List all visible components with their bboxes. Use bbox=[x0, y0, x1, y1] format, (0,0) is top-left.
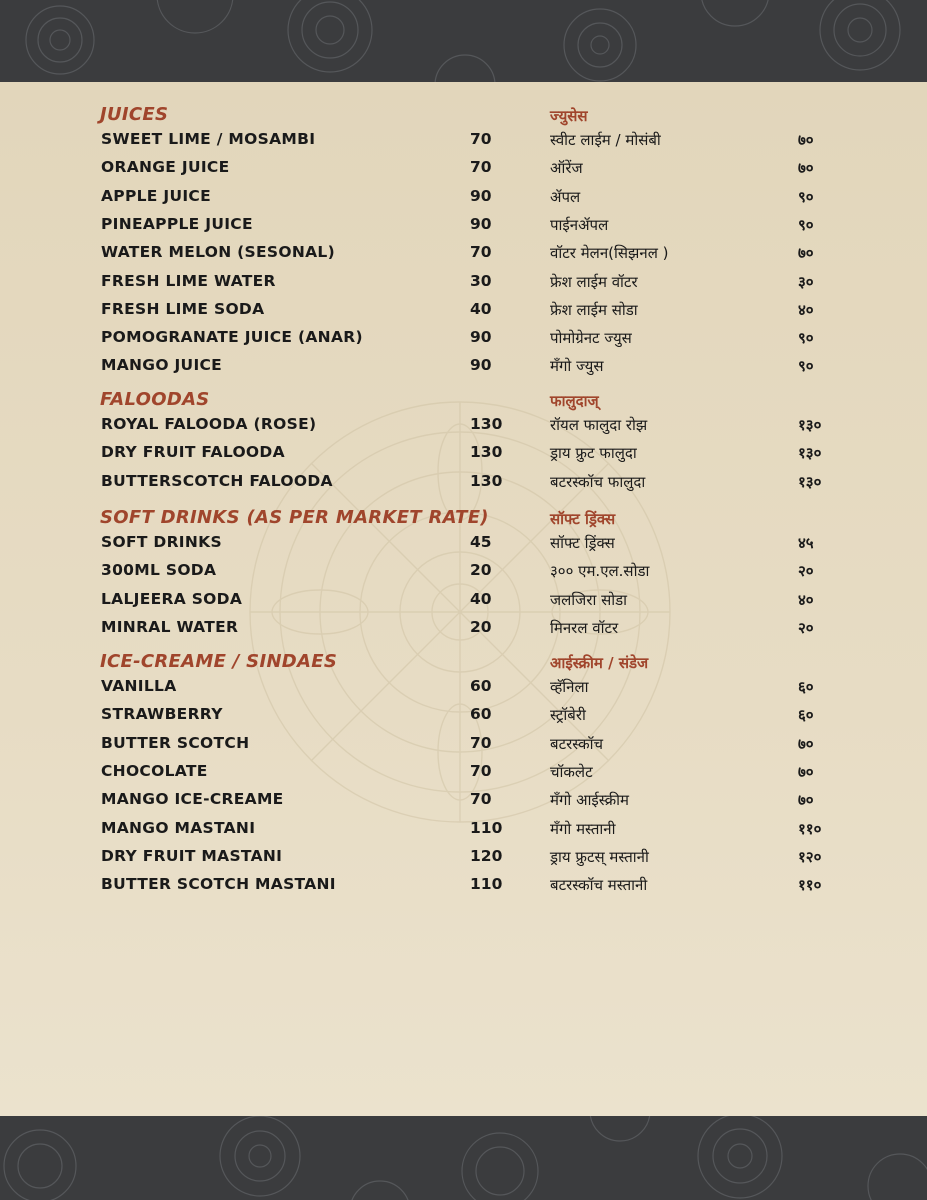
item-name-marathi: स्वीट लाईम / मोसंबी bbox=[550, 131, 661, 149]
menu-item-row bbox=[0, 130, 927, 158]
item-name-marathi: बटरस्कॉच bbox=[550, 734, 604, 753]
item-price: 70 bbox=[470, 733, 492, 752]
item-name-marathi: फ्रेश लाईम वॉटर bbox=[550, 272, 638, 291]
item-price: 110 bbox=[470, 818, 503, 837]
item-name-english: DRY FRUIT FALOODA bbox=[101, 443, 285, 462]
item-price-marathi: ४५ bbox=[798, 534, 814, 552]
section-title-marathi: आईस्क्रीम / संडेज bbox=[550, 654, 649, 672]
item-name-marathi: पोमोग्रेनट ज्युस bbox=[550, 329, 632, 348]
menu-item-row bbox=[0, 590, 927, 618]
item-price: 20 bbox=[470, 561, 492, 580]
menu-item-row bbox=[0, 875, 927, 903]
menu-item-row bbox=[0, 243, 927, 271]
menu-item-row bbox=[0, 790, 927, 818]
menu-item-row bbox=[0, 272, 927, 300]
item-price: 70 bbox=[470, 158, 492, 177]
item-name-english: SOFT DRINKS bbox=[101, 533, 222, 551]
menu-item-row bbox=[0, 533, 927, 561]
item-price-marathi: २० bbox=[798, 618, 814, 637]
item-name-marathi: ३०० एम.एल.सोडा bbox=[550, 562, 650, 581]
menu-item-row bbox=[0, 443, 927, 471]
item-price-marathi: ७० bbox=[798, 244, 814, 263]
item-price-marathi: १३० bbox=[798, 444, 822, 463]
item-price: 120 bbox=[470, 846, 503, 865]
item-price: 90 bbox=[470, 328, 492, 347]
item-name-marathi: बटरस्कॉच मस्तानी bbox=[550, 876, 648, 895]
item-name-english: DRY FRUIT MASTANI bbox=[101, 846, 283, 865]
item-price: 30 bbox=[470, 271, 492, 290]
item-price-marathi: १३० bbox=[798, 472, 822, 491]
item-price: 70 bbox=[470, 130, 492, 148]
item-name-english: POMOGRANATE JUICE (ANAR) bbox=[101, 328, 363, 347]
item-name-marathi: फ्रेश लाईम सोडा bbox=[550, 300, 638, 319]
item-price: 130 bbox=[470, 415, 503, 433]
item-name-english: LALJEERA SODA bbox=[101, 589, 243, 608]
menu-item-row bbox=[0, 328, 927, 356]
item-name-english: CHOCOLATE bbox=[101, 761, 208, 780]
item-price: 90 bbox=[470, 356, 492, 375]
item-name-english: BUTTER SCOTCH MASTANI bbox=[101, 875, 336, 894]
item-name-english: MANGO ICE-CREAME bbox=[101, 790, 284, 809]
item-name-marathi: वॉटर मेलन(सिझनल ) bbox=[550, 244, 669, 263]
item-price-marathi: ७० bbox=[798, 734, 814, 753]
section-title-english: ICE-CREAME / SINDAES bbox=[100, 651, 338, 672]
item-name-marathi: रॉयल फालुदा रोझ bbox=[550, 416, 648, 434]
item-price-marathi: ७० bbox=[798, 159, 814, 178]
menu-item-row bbox=[0, 472, 927, 500]
menu-item-row bbox=[0, 561, 927, 589]
item-name-marathi: व्हॅनिला bbox=[550, 678, 589, 696]
item-name-english: STRAWBERRY bbox=[101, 705, 223, 724]
menu-item-row bbox=[0, 300, 927, 328]
item-price-marathi: ११० bbox=[798, 819, 822, 838]
menu-item-row bbox=[0, 677, 927, 705]
item-name-marathi: जलजिरा सोडा bbox=[550, 590, 628, 609]
item-price: 70 bbox=[470, 243, 492, 262]
item-price-marathi: ४० bbox=[798, 590, 814, 609]
item-price: 130 bbox=[470, 471, 503, 490]
item-price-marathi: ७० bbox=[798, 762, 814, 781]
item-price: 60 bbox=[470, 677, 492, 695]
item-price: 40 bbox=[470, 589, 492, 608]
item-name-marathi: ऑरेंज bbox=[550, 159, 583, 178]
item-price-marathi: ९० bbox=[798, 329, 814, 348]
item-price-marathi: ६० bbox=[798, 678, 814, 696]
item-name-english: BUTTER SCOTCH bbox=[101, 733, 250, 752]
item-name-english: SWEET LIME / MOSAMBI bbox=[101, 130, 316, 148]
section-title-english: FALOODAS bbox=[100, 389, 210, 410]
item-price: 70 bbox=[470, 790, 492, 809]
menu-item-row bbox=[0, 734, 927, 762]
item-name-english: MANGO MASTANI bbox=[101, 818, 256, 837]
item-price: 40 bbox=[470, 299, 492, 318]
item-name-english: WATER MELON (SESONAL) bbox=[101, 243, 335, 262]
item-price-marathi: ७० bbox=[798, 131, 814, 149]
item-price-marathi: १३० bbox=[798, 416, 822, 434]
item-price: 60 bbox=[470, 705, 492, 724]
item-name-english: MANGO JUICE bbox=[101, 356, 223, 375]
item-price-marathi: २० bbox=[798, 562, 814, 581]
item-price-marathi: ३० bbox=[798, 272, 814, 291]
item-name-marathi: मॅंगो ज्युस bbox=[550, 357, 604, 376]
item-price-marathi: ७० bbox=[798, 791, 814, 810]
item-name-english: BUTTERSCOTCH FALOODA bbox=[101, 471, 333, 490]
section-title-marathi: ज्युसेस bbox=[550, 107, 588, 125]
item-price: 90 bbox=[470, 186, 492, 205]
item-price: 90 bbox=[470, 214, 492, 233]
item-price-marathi: ४० bbox=[798, 300, 814, 319]
item-price: 130 bbox=[470, 443, 503, 462]
item-price-marathi: ९० bbox=[798, 215, 814, 234]
item-name-english: APPLE JUICE bbox=[101, 186, 211, 205]
menu-item-row bbox=[0, 819, 927, 847]
item-price: 45 bbox=[470, 533, 492, 551]
item-price: 110 bbox=[470, 875, 503, 894]
item-name-marathi: स्ट्रॉबेरी bbox=[550, 706, 586, 725]
item-price-marathi: ११० bbox=[798, 876, 822, 895]
menu-item-row bbox=[0, 705, 927, 733]
item-price-marathi: ९० bbox=[798, 357, 814, 376]
item-price: 70 bbox=[470, 761, 492, 780]
item-name-english: VANILLA bbox=[101, 677, 177, 695]
item-price: 20 bbox=[470, 617, 492, 636]
item-price-marathi: ९० bbox=[798, 187, 814, 206]
item-name-english: FRESH LIME SODA bbox=[101, 299, 265, 318]
menu-item-row bbox=[0, 415, 927, 443]
item-name-english: MINRAL WATER bbox=[101, 617, 239, 636]
menu-item-row bbox=[0, 762, 927, 790]
item-name-marathi: बटरस्कॉच फालुदा bbox=[550, 472, 646, 491]
section-title-marathi: सॉफ्ट ड्रिंक्स bbox=[550, 510, 616, 528]
menu-item-row bbox=[0, 356, 927, 384]
menu-item-row bbox=[0, 618, 927, 646]
item-name-marathi: सॉफ्ट ड्रिंक्स bbox=[550, 534, 615, 552]
item-name-english: PINEAPPLE JUICE bbox=[101, 214, 253, 233]
item-name-english: 300ML SODA bbox=[101, 561, 217, 580]
section-title-english: SOFT DRINKS (AS PER MARKET RATE) bbox=[100, 507, 489, 528]
item-price-marathi: ६० bbox=[798, 706, 814, 725]
item-name-marathi: मिनरल वॉटर bbox=[550, 618, 619, 637]
item-name-marathi: ड्राय फ्रुट फालुदा bbox=[550, 444, 637, 463]
section-title-english: JUICES bbox=[100, 104, 169, 125]
item-name-english: ORANGE JUICE bbox=[101, 158, 230, 177]
item-name-marathi: ड्राय फ्रुटस् मस्तानी bbox=[550, 847, 649, 866]
menu-item-row bbox=[0, 215, 927, 243]
item-name-marathi: चॉकलेट bbox=[550, 762, 593, 781]
item-name-english: ROYAL FALOODA (ROSE) bbox=[101, 415, 317, 433]
menu-item-row bbox=[0, 158, 927, 186]
item-name-marathi: मॅंगो मस्तानी bbox=[550, 819, 616, 838]
item-name-marathi: ॲपल bbox=[550, 187, 581, 206]
menu-item-row bbox=[0, 847, 927, 875]
item-name-marathi: पाईनॲपल bbox=[550, 215, 609, 234]
menu-item-row bbox=[0, 187, 927, 215]
item-name-english: FRESH LIME WATER bbox=[101, 271, 276, 290]
item-name-marathi: मॅंगो आईस्क्रीम bbox=[550, 791, 629, 810]
item-price-marathi: १२० bbox=[798, 847, 822, 866]
section-title-marathi: फालुदाज् bbox=[550, 392, 599, 410]
